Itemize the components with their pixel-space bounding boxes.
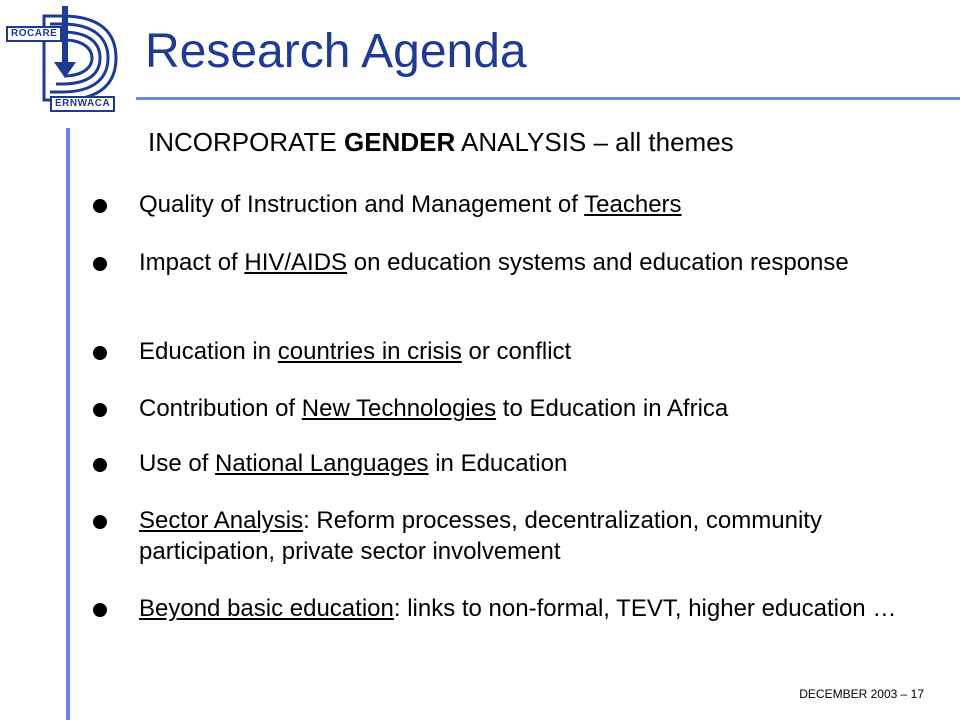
item-text: Education in [139, 338, 278, 365]
item-underlined-term: HIV/AIDS [244, 249, 348, 276]
bullet-icon [93, 346, 107, 360]
list-item [93, 505, 953, 567]
subheading-prefix: INCORPORATE [148, 127, 344, 157]
left-margin-rule [66, 128, 70, 720]
bullet-icon [93, 515, 107, 529]
item-underlined-term: Sector Analysis [139, 507, 304, 534]
list-item [93, 393, 953, 424]
item-underlined-term: Beyond basic education [139, 595, 394, 622]
slide-footer: DECEMBER 2003 – 17 [799, 687, 924, 701]
list-item [93, 448, 953, 479]
item-text: Use of [139, 450, 216, 477]
item-text: to Education in Africa [496, 395, 729, 422]
item-underlined-term: countries in crisis [277, 338, 462, 365]
bullet-icon [93, 403, 107, 417]
title-divider [136, 97, 960, 100]
list-item [93, 247, 953, 278]
item-underlined-term: Teachers [584, 191, 682, 218]
bullet-icon [93, 199, 107, 213]
item-text: or conflict [461, 338, 572, 365]
slide-title: Research Agenda [145, 25, 527, 78]
logo-rocare-label: ROCARE [6, 26, 62, 42]
subheading-emphasis: GENDER [343, 127, 456, 157]
subheading-suffix: ANALYSIS – all themes [455, 127, 734, 157]
item-text: Impact of [139, 249, 245, 276]
list-item [93, 336, 953, 367]
item-text: : Reform processes, decentralization, community participation, private sector involvement [139, 507, 822, 565]
logo-ernwaca-label: ERNWACA [50, 96, 115, 112]
item-text: : links to non-formal, TEVT, higher education … [393, 595, 897, 622]
subheading [148, 127, 734, 158]
bullet-icon [93, 458, 107, 472]
item-underlined-term: National Languages [215, 450, 429, 477]
item-text: on education systems and education response [347, 249, 849, 276]
organization-logo [4, 4, 122, 112]
bullet-icon [93, 603, 107, 617]
bullet-icon [93, 257, 107, 271]
item-text: Contribution of [139, 395, 302, 422]
list-item [93, 593, 953, 624]
item-underlined-term: New Technologies [301, 395, 497, 422]
item-text: Quality of Instruction and Management of [139, 191, 585, 218]
item-text: in Education [428, 450, 568, 477]
list-item [93, 189, 953, 220]
